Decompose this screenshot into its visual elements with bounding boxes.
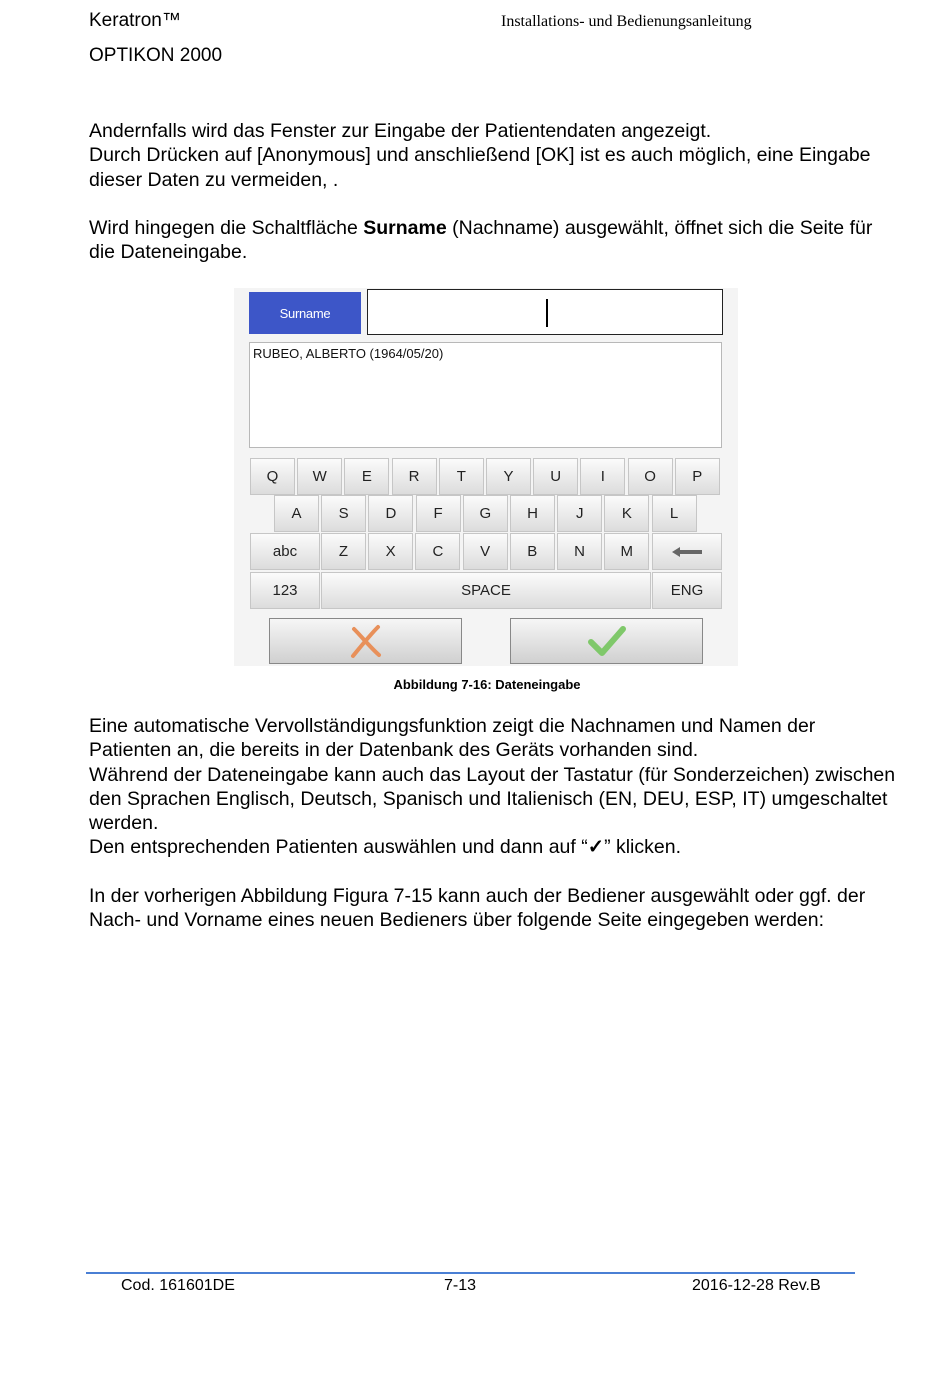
key-m[interactable]: M (604, 533, 649, 570)
model-name: OPTIKON 2000 (89, 45, 223, 66)
key-u[interactable]: U (533, 458, 578, 495)
list-item[interactable]: RUBEO, ALBERTO (1964/05/20) (253, 346, 444, 361)
key-h[interactable]: H (510, 495, 555, 532)
key-j[interactable]: J (557, 495, 602, 532)
footer-page-number: 7-13 (444, 1277, 477, 1294)
brand-name: Keratron™ (89, 10, 181, 31)
intro-paragraph-2 (89, 216, 899, 265)
check-symbol: ✓ (587, 836, 605, 859)
body-text (89, 714, 899, 932)
intro-line-1: Andernfalls wird das Fenster zur Eingabe der Patientendaten angezeigt. (89, 120, 712, 142)
body-line-2: Während der Dateneingabe kann auch das Layout der Tastatur (für Sonderzeichen) zwischen den Sprachen Englisch, Deutsch, Spanisch und Italienisch (EN, DEU, ESP, IT) umgeschaltet werden. (89, 763, 896, 835)
body-line-4: In der vorherigen Abbildung Figura 7-15 kann auch der Bediener ausgewählt oder ggf. der Nach- und Vorname eines neuen Bedieners über folgende Seite eingegeben werden: (89, 884, 866, 932)
footer-divider (86, 1272, 855, 1274)
key-i[interactable]: I (580, 458, 625, 495)
cross-icon (346, 623, 386, 659)
surname-button[interactable]: Surname (249, 292, 361, 334)
body-line-3-after: ” klicken. (604, 836, 681, 859)
key-l[interactable]: L (652, 495, 697, 532)
key-n[interactable]: N (557, 533, 602, 570)
key-abc-mode[interactable]: abc (250, 533, 320, 570)
space-key[interactable]: SPACE (321, 572, 651, 609)
intro-p2-after: (Nachname) ausgewählt, öffnet sich die Seite für die Dateneingabe. (89, 216, 873, 264)
intro-text (89, 119, 899, 264)
key-w[interactable]: W (297, 458, 342, 495)
key-numeric[interactable]: 123 (250, 572, 320, 609)
intro-p2-before: Wird hingegen die Schaltfläche (89, 216, 364, 239)
key-s[interactable]: S (321, 495, 366, 532)
key-z[interactable]: Z (321, 533, 366, 570)
language-key[interactable]: ENG (652, 572, 722, 609)
backspace-key[interactable] (652, 533, 722, 570)
footer-code: Cod. 161601DE (121, 1277, 235, 1294)
intro-p2-bold: Surname (363, 216, 447, 239)
key-t[interactable]: T (439, 458, 484, 495)
backspace-arrow-icon (670, 546, 704, 558)
key-c[interactable]: C (415, 533, 460, 570)
footer-revision: 2016-12-28 Rev.B (692, 1277, 821, 1294)
key-d[interactable]: D (368, 495, 413, 532)
body-line-3-before: Den entsprechenden Patienten auswählen und dann auf “ (89, 836, 588, 859)
key-f[interactable]: F (416, 495, 461, 532)
key-b[interactable]: B (510, 533, 555, 570)
key-k[interactable]: K (604, 495, 649, 532)
key-v[interactable]: V (463, 533, 508, 570)
body-line-1: Eine automatische Vervollständigungsfunktion zeigt die Nachnamen und Namen der Patienten an, die bereits in der Datenbank des Geräts vorhanden sind. (89, 715, 816, 762)
confirm-button[interactable] (510, 618, 703, 664)
key-y[interactable]: Y (486, 458, 531, 495)
key-p[interactable]: P (675, 458, 720, 495)
key-a[interactable]: A (274, 495, 319, 532)
figure-caption: Abbildung 7-16: Dateneingabe (393, 677, 581, 692)
checkmark-icon (587, 624, 627, 658)
key-x[interactable]: X (368, 533, 413, 570)
body-line-3 (89, 835, 899, 859)
on-screen-keyboard (234, 288, 738, 618)
cancel-button[interactable] (269, 618, 462, 664)
key-q[interactable]: Q (250, 458, 295, 495)
key-e[interactable]: E (344, 458, 389, 495)
key-g[interactable]: G (463, 495, 508, 532)
intro-line-2: Durch Drücken auf [Anonymous] und anschließend [OK] ist es auch möglich, eine Eingabe dieser Daten zu vermeiden, . (89, 144, 871, 191)
data-entry-screenshot (234, 288, 738, 666)
key-r[interactable]: R (392, 458, 437, 495)
key-o[interactable]: O (628, 458, 673, 495)
manual-title: Installations- und Bedienungsanleitung (501, 13, 752, 30)
